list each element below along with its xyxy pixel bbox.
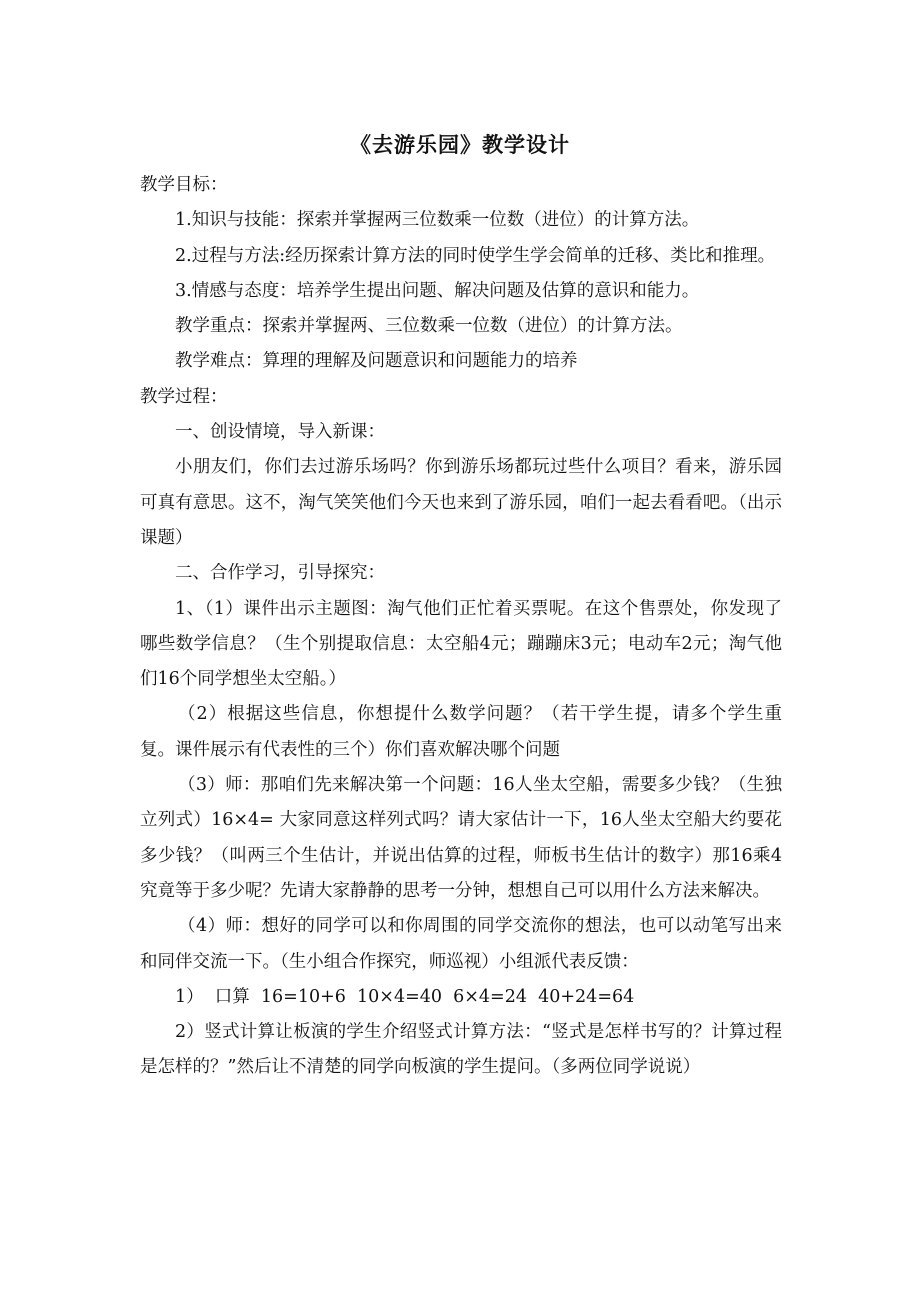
paragraph-mental-math: 1） 口算 16=10+6 10×4=40 6×4=24 40+24=64 — [175, 986, 635, 1007]
paragraph-step-1: 1、（1）课件出示主题图：淘气他们正忙着买票呢。在这个售票处，你发现了哪些数学信息？（生个别提取信息：太空船4元；蹦蹦床3元；电动车2元；淘气他们16个同学想坐太空船。） — [140, 598, 782, 690]
paragraph-difficult-point: 教学难点：算理的理解及问题意识和问题能力的培养 — [175, 351, 578, 372]
paragraph-step-2: （2）根据这些信息，你想提什么数学问题？（若干学生提，请多个学生重复。课件展示有代表性的三个）你们喜欢解决哪个问题 — [140, 704, 782, 760]
paragraph-goal-process: 2.过程与方法:经历探索计算方法的同时使学生学会简单的迁移、类比和推理。 — [175, 245, 776, 266]
document-title: 《去游乐园》教学设计 — [350, 132, 570, 157]
paragraph-teaching-goals-heading: 教学目标： — [140, 175, 228, 195]
paragraph-section-two-heading: 二、合作学习，引导探究： — [175, 563, 385, 584]
paragraph-vertical-calc: 2）竖式计算让板演的学生介绍竖式计算方法：“竖式是怎样书写的？计算过程是怎样的？”然后让不清楚的同学向板演的学生提问。（多两位同学说说） — [140, 1022, 782, 1078]
paragraph-intro-story: 小朋友们，你们去过游乐场吗？你到游乐场都玩过些什么项目？看来，游乐园可真有意思。这不，淘气笑笑他们今天也来到了游乐园，咱们一起去看看吧。（出示课题） — [140, 457, 782, 548]
paragraph-section-one-heading: 一、创设情境，导入新课： — [175, 422, 385, 443]
paragraph-process-heading: 教学过程： — [140, 386, 228, 407]
paragraph-goal-emotion: 3.情感与态度：培养学生提出问题、解决问题及估算的意识和能力。 — [175, 280, 700, 301]
paragraph-key-point: 教学重点：探索并掌握两、三位数乘一位数（进位）的计算方法。 — [175, 316, 683, 337]
paragraph-step-3: （3）师：那咱们先来解决第一个问题：16人坐太空船，需要多少钱？（生独立列式）16×4= 大家同意这样列式吗？请大家估计一下，16人坐太空船大约要花多少钱？（叫两三个生估计，并说出估算的过程，师板书生估计的数字）那16乘4究竟等于多少呢？先请大家静静的思考一分钟，想想自己可以用什么方法来解决。 — [140, 775, 782, 901]
paragraph-goal-knowledge: 1.知识与技能：探索并掌握两三位数乘一位数（进位）的计算方法。 — [175, 210, 700, 231]
paragraph-step-4: （4）师：想好的同学可以和你周围的同学交流你的想法，也可以动笔写出来和同伴交流一下。（生小组合作探究，师巡视）小组派代表反馈： — [140, 916, 782, 972]
document-body — [140, 168, 782, 1086]
